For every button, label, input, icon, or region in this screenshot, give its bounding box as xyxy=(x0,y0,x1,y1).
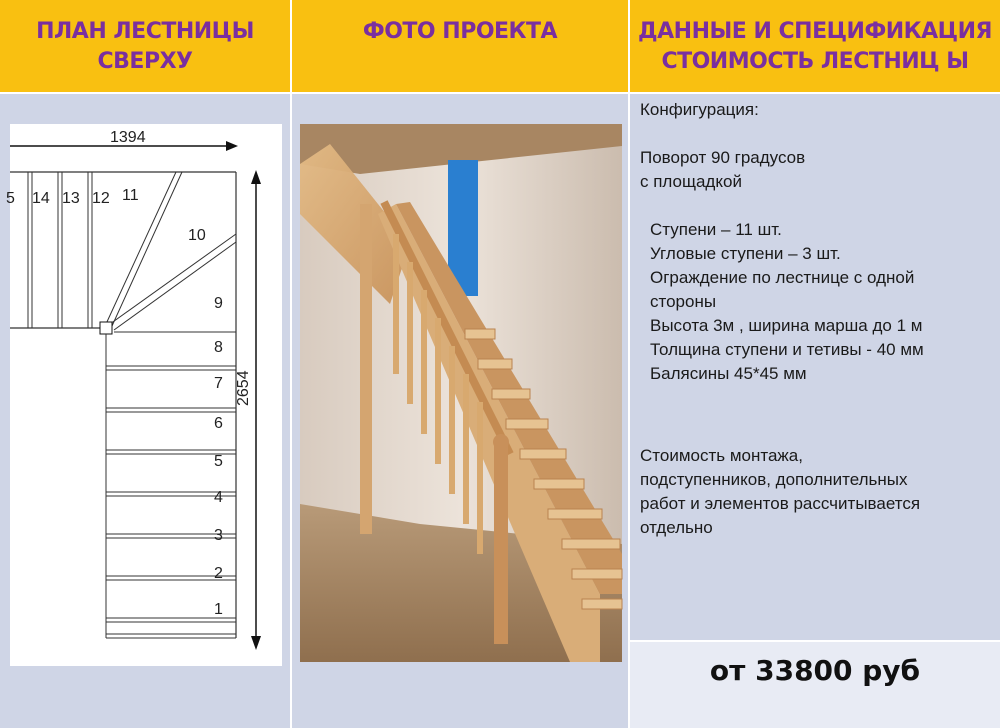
header-spec xyxy=(630,0,1000,92)
spec-item: Балясины 45*45 мм xyxy=(650,364,807,383)
step-number: 3 xyxy=(214,527,223,544)
note-line: работ и элементов рассчитывается xyxy=(640,494,921,513)
stair-plan-drawing xyxy=(6,124,282,666)
step-number: 9 xyxy=(214,295,223,312)
price: от 33800 руб xyxy=(709,654,921,687)
step-number: 11 xyxy=(122,187,139,204)
spec-item: Толщина ступени и тетивы - 40 мм xyxy=(650,340,924,359)
note-line: Стоимость монтажа, xyxy=(640,446,803,465)
step-number: 6 xyxy=(214,415,223,432)
config-label: Конфигурация: xyxy=(640,100,759,119)
header-photo xyxy=(292,0,628,92)
step-number: 5 xyxy=(214,453,223,470)
header-plan-line2: СВЕРХУ xyxy=(97,49,193,74)
spec-item: Ступени – 11 шт. xyxy=(650,220,782,239)
step-number: 13 xyxy=(62,190,80,207)
height-dimension: 2654 xyxy=(235,370,252,406)
header-plan xyxy=(0,0,290,92)
step-number: 2 xyxy=(214,565,223,582)
step-number: 1 xyxy=(214,601,223,618)
project-photo xyxy=(300,124,622,662)
header-spec-line2: СТОИМОСТЬ ЛЕСТНИЦ Ы xyxy=(661,49,969,74)
header-photo-line1: ФОТО ПРОЕКТА xyxy=(362,19,558,44)
step-number: 12 xyxy=(92,190,110,207)
config-line: Поворот 90 градусов xyxy=(640,148,806,167)
width-dimension: 1394 xyxy=(110,129,146,146)
spec-item: Высота 3м , ширина марша до 1 м xyxy=(650,316,923,335)
note-line: подступенников, дополнительных xyxy=(640,470,908,489)
step-number: 10 xyxy=(188,227,206,244)
spec-text xyxy=(640,98,995,540)
spec-item: Ограждение по лестнице с одной xyxy=(650,268,915,287)
header-plan-line1: ПЛАН ЛЕСТНИЦЫ xyxy=(36,19,254,44)
spec-item: Угловые ступени – 3 шт. xyxy=(650,244,841,263)
spec-item: стороны xyxy=(650,292,717,311)
config-line: с площадкой xyxy=(640,172,742,191)
header-spec-line1: ДАННЫЕ И СПЕЦИФИКАЦИЯ xyxy=(638,19,992,44)
note-line: отдельно xyxy=(640,518,713,537)
step-number: 5 xyxy=(6,190,15,207)
price-cell xyxy=(630,642,1000,728)
step-number: 8 xyxy=(214,339,223,356)
step-number: 4 xyxy=(214,489,223,506)
step-number: 7 xyxy=(214,375,223,392)
step-number: 14 xyxy=(32,190,50,207)
